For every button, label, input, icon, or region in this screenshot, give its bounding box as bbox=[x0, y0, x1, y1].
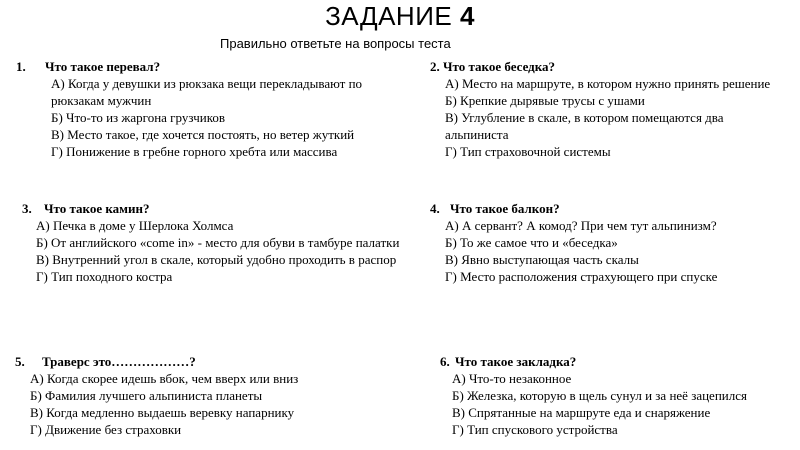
answer-option: А) Место на маршруте, в котором нужно принять решение bbox=[445, 76, 771, 91]
answer-list bbox=[15, 370, 405, 438]
answer-list bbox=[430, 217, 780, 285]
question-text: Что такое закладка? bbox=[455, 354, 577, 369]
answer-option: Г) Тип спускового устройства bbox=[452, 422, 618, 437]
answer-option: А) Когда скорее идешь вбок, чем вверх или вниз bbox=[30, 371, 299, 386]
question-4 bbox=[430, 200, 780, 285]
question-text: Что такое перевал? bbox=[45, 59, 161, 74]
answer-option: Г) Место расположения страхующего при спуске bbox=[445, 269, 718, 284]
title-number: 4 bbox=[459, 1, 475, 31]
question-number: 6. bbox=[440, 354, 450, 369]
answer-option: Г) Движение без страховки bbox=[30, 422, 182, 437]
answer-option: В) Спрятанные на маршруте еда и снаряжение bbox=[452, 405, 711, 420]
question-heading bbox=[440, 353, 795, 370]
question-heading bbox=[16, 58, 406, 75]
question-number: 4. bbox=[430, 201, 440, 216]
answer-option: Б) Фамилия лучшего альпиниста планеты bbox=[30, 388, 263, 403]
question-heading bbox=[22, 200, 412, 217]
question-heading bbox=[430, 200, 780, 217]
answer-option: А) Когда у девушки из рюкзака вещи перекладывают по рюкзакам мужчин bbox=[51, 76, 363, 108]
answer-option: Б) Крепкие дырявые трусы с ушами bbox=[445, 93, 645, 108]
question-text: Что такое балкон? bbox=[450, 201, 560, 216]
answer-list bbox=[22, 217, 412, 285]
answer-option: В) Углубление в скале, в котором помещаются два альпиниста bbox=[445, 110, 724, 142]
question-3 bbox=[22, 200, 412, 285]
answer-option: В) Когда медленно выдаешь веревку напарнику bbox=[30, 405, 295, 420]
question-number: 1. bbox=[16, 59, 26, 74]
question-number: 3. bbox=[22, 201, 32, 216]
answer-option: Г) Понижение в гребне горного хребта или массива bbox=[51, 144, 338, 159]
answer-list bbox=[440, 370, 797, 438]
answer-option: Г) Тип страховочной системы bbox=[445, 144, 611, 159]
question-number: 5. bbox=[15, 354, 25, 369]
page-subtitle: Правильно ответьте на вопросы теста bbox=[220, 36, 451, 51]
answer-option: Б) То же самое что и «беседка» bbox=[445, 235, 618, 250]
answer-option: Б) Что-то из жаргона грузчиков bbox=[51, 110, 225, 125]
question-number: 2. bbox=[430, 59, 440, 74]
question-6 bbox=[440, 353, 795, 438]
answer-option: А) Что-то незаконное bbox=[452, 371, 572, 386]
answer-list bbox=[430, 75, 775, 160]
question-1 bbox=[16, 58, 406, 160]
answer-option: А) А сервант? А комод? При чем тут альпинизм? bbox=[445, 218, 717, 233]
question-heading bbox=[430, 58, 775, 75]
question-text: Что такое камин? bbox=[44, 201, 150, 216]
answer-option: В) Явно выступающая часть скалы bbox=[445, 252, 639, 267]
page-title bbox=[0, 1, 800, 32]
question-5 bbox=[15, 353, 405, 438]
answer-option: Г) Тип походного костра bbox=[36, 269, 173, 284]
title-word: ЗАДАНИЕ bbox=[325, 1, 453, 31]
answer-option: А) Печка в доме у Шерлока Холмса bbox=[36, 218, 234, 233]
question-heading bbox=[15, 353, 405, 370]
answer-option: Б) Железка, которую в щель сунул и за неё зацепился bbox=[452, 388, 747, 403]
question-text: Траверс это………………? bbox=[42, 354, 196, 369]
answer-list bbox=[16, 75, 406, 160]
answer-option: Б) От английского «come in» - место для обуви в тамбуре палатки bbox=[36, 235, 400, 250]
question-text: Что такое беседка? bbox=[443, 59, 556, 74]
question-2 bbox=[430, 58, 775, 160]
answer-option: В) Внутренний угол в скале, который удобно проходить в распор bbox=[36, 252, 397, 267]
answer-option: В) Место такое, где хочется постоять, но ветер жуткий bbox=[51, 127, 355, 142]
